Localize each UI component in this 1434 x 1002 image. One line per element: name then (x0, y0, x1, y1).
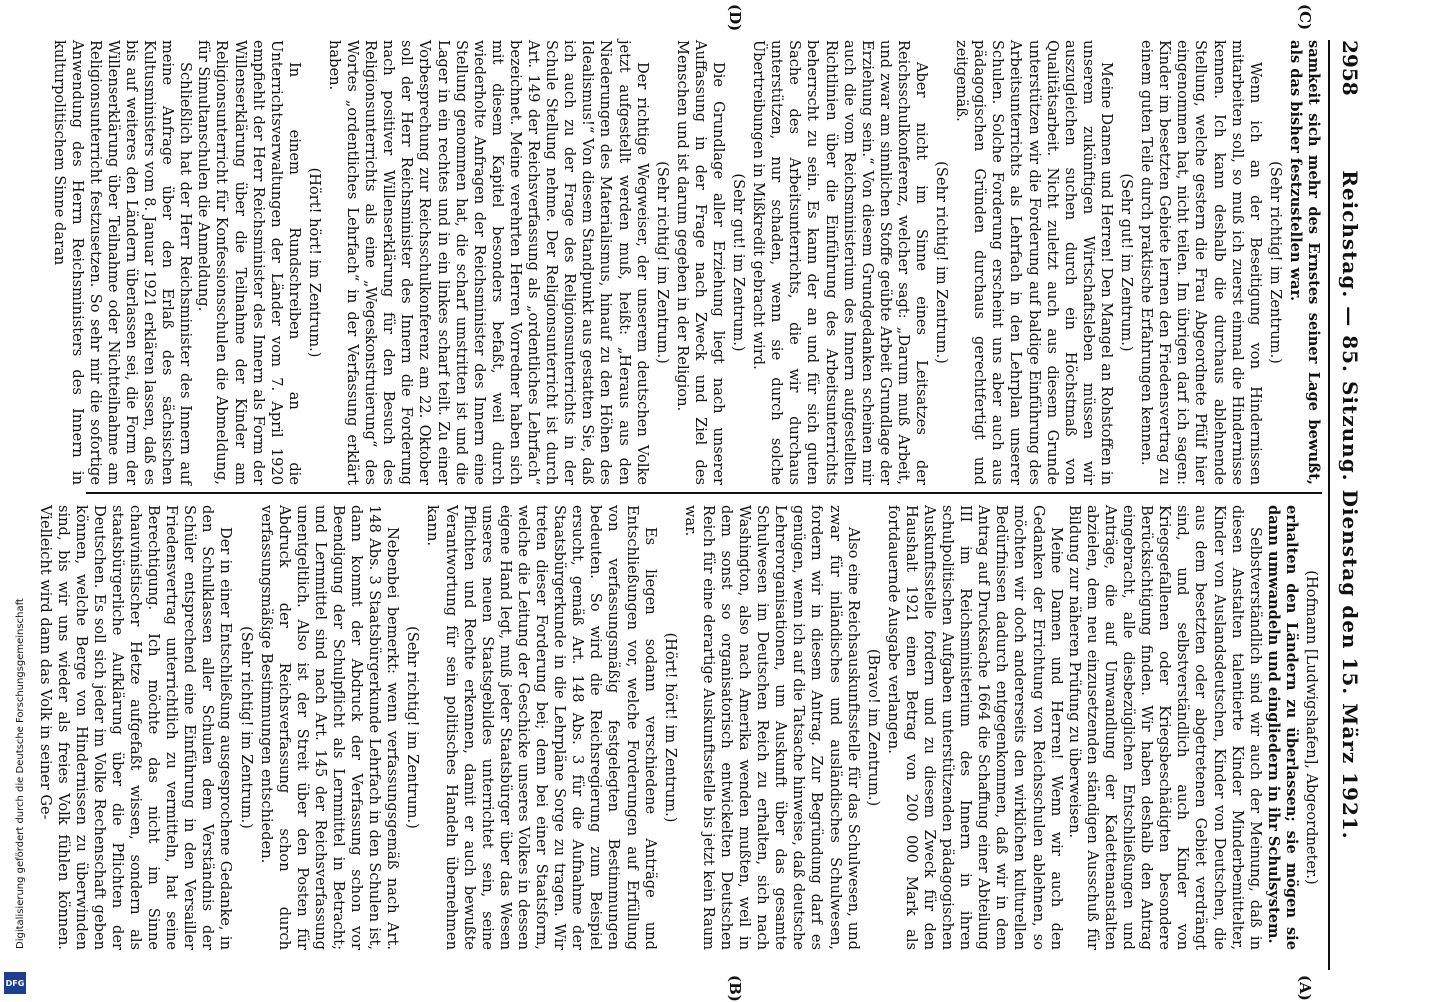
credit-text: Digitalisierung gefördert durch die Deutsche Forschungsgemeinschaft (15, 598, 26, 949)
interjection: (Sehr richtig! im Zentrum.) (404, 626, 422, 829)
document-page (36, 0, 1384, 1002)
text-column-right (36, 505, 1322, 950)
paragraph: Selbstverständlich sind wir auch der Meinung, daß in diesen Anstalten talentierte Kinder Minderbemittelter, Kinder von Auslandsdeutschen, Kinder von Deutschen, die aus dem besetzten oder abgetretenen Gebiet verdrängt sind, und selbstverständlich auch Kinder von Kriegsgefallenen oder Kriegsbeschädigten besondere Berücksichtigung finden. Wir haben deshalb den Antrag eingebracht, alle diesbezüglichen Entschließungen und Anträge, die auf Umwandlung der Kadettenanstalten abzielen, dem neu einzusetzenden ständigen Ausschuß für Bildung zur näheren Prüfung zu überweisen. (1065, 505, 1264, 950)
page-header (1328, 40, 1370, 970)
margin-marker-c: (C) (1296, 4, 1314, 31)
credit-strip (0, 0, 30, 1000)
paragraph: Meine Damen und Herren! Den Mangel an Rohstoffen in unserem zukünftigen Wirtschaftsleben müssen wir auszugleichen suchen durch ein Höchstmaß von Qualitätsarbeit. Nicht zuletzt auch aus diesem Grunde unterstützen wir die Forderung auf baldige Einführung des Arbeitsunterrichts als Lehrfach in den Lehrplan unserer Schulen. Solche Forderung erscheint uns aber auch aus pädagogischen Gründen durchaus gerechtfertigt und zeitgemäß. (953, 40, 1115, 485)
interjection: (Hört! hört! im Zentrum.) (305, 167, 323, 358)
paragraph: Aber nicht im Sinne eines Leitsatzes der Reichsschulkonferenz, welcher sagt: „Darum muß Arbeit, und zwar am sinnlichen Stoffe geübte Arbeit Grundlage der Erziehung sein.“ Von diesem Grundgedanken scheinen mir auch die vom Reichsministerium des Innern aufgestellten Richtlinien über die Einführung des Arbeitsunterrichts beherrscht zu sein. Es kann der an und für sich guten Sache des Arbeitsunterrichts, die wir durchaus unterstützen, nur schaden, wenn sie durch solche Übertreibungen in Mißkredit gebracht wird. (750, 40, 931, 485)
paragraph: Schließlich hat der Herr Reichsminister des Innern auf meine Anfrage über den Erlaß des sächsischen Kultusministers vom 8. Januar 1921 erklären lassen, daß es bis auf weiteres den Ländern überlassen sei, die Form der Willenserklärung über Teilnahme oder Nichtteilnahme am Religionsunterricht festzusetzen. So sehr mir die sofortige Anwendung des Herrn Reichsministers des Innern in kulturpolitischem Sinne daran (50, 40, 195, 485)
interjection: (Sehr richtig! im Zentrum.) (933, 161, 951, 364)
column-divider (86, 492, 1322, 494)
paragraph: erhalten den Ländern zu überlassen; sie mögen sie dann umwandeln und eingliedern in ihr Schulsystem. (1264, 505, 1300, 950)
paragraph: Der in einer Entschließung ausgesprochene Gedanke, in den Schulklassen aller Schulen dem Verständnis der Schüler entsprechend eine Einführung in den Versailler Friedensvertrag unterrichtlich zu vermitteln, hat seine Berechtigung. Ich möchte das nicht im Sinne chauvinistischer Hetze aufgefaßt wissen, sondern als staatsbürgerliche Aufklärung über die Pflichten der Deutschen. Es soll sich jeder im Volke Rechenschaft geben können, welche Berge von Hindernissen zu überwinden sind, bis wir uns wieder als freies Volk fühlen können. Vielleicht wird dann das Volk in seiner Ge- (36, 505, 235, 950)
text-column-left (50, 40, 1322, 485)
interjection: (Sehr richtig! im Zentrum.) (653, 161, 671, 364)
paragraph: Meine Damen und Herren! Wenn wir auch den Gedanken der Errichtung von Reichsschulen ablehnen, so möchten wir doch andererseits den wirklichen kulturellen Bedürfnissen dadurch entgegenkommen, daß wir in dem Antrag auf Drucksache 1664 die Schaffung einer Abteilung III im Reichsministerium des Innern in ihren schulpolitischen Aufgaben unterstützenden pädagogischen Auskunftsstelle fordern und zu diesem Zweck für den Haushalt 1921 einen Betrag von 200 000 Mark als fortdauernde Ausgabe verlangen. (884, 505, 1065, 950)
margin-marker-d: (D) (726, 4, 744, 32)
interjection: (Sehr gut! im Zentrum.) (1118, 173, 1136, 352)
paragraph: In einem Rundschreiben an die Unterrichtsverwaltungen der Länder vom 7. April 1920 empfiehlt der Herr Reichsminister des Innern als Form der Willenserklärung über die Teilnahme der Kinder am Religionsunterricht für Konfessionsschulen die Abmeldung, für Simultanschulen die Anmeldung. (195, 40, 303, 485)
page-title: Reichstag. — 85. Sitzung. Dienstag den 15. März 1921. (1338, 170, 1362, 840)
margin-marker-b: (B) (726, 975, 744, 1002)
paragraph: Nebenbei bemerkt: wenn verfassungsgemäß nach Art. 148 Abs. 3 Staatsbürgerkunde Lehrfach in den Schulen ist, dann kommt der Abdruck der Verfassung schon vor Beendigung der Schulpflicht als Lernmittel in Betracht; und Lernmittel sind nach Art. 145 der Reichsverfassung unentgeltlich. Also ist der Streit über den Posten für Abdruck der Reichsverfassung schon durch verfassungsmäßige Bestimmungen entschieden. (257, 505, 402, 950)
paragraph: Es liegen sodann verschiedene Anträge und Entschließungen vor, welche Forderungen auf Erfüllung von verfassungsmäßig festgelegten Bestimmungen bedeuten. So wird die Reichsregierung zum Beispiel ersucht, gemäß Art. 148 Abs. 3 für die Aufnahme der Staatsbürgerkunde in die Lehrpläne Sorge zu tragen. Wir treten dieser Forderung bei; denn bei einer Staatsform, welche die Leitung der Geschicke unseres Volkes in dessen eigene Hand legt, muß jeder Staatsbürger über das Wesen unseres neuen Staatsgebildes unterrichtet sein, seine Pflichten und Rechte erkennen, damit er auch bewußte Verantwortung für sein politisches Handeln übernehmen kann. (424, 505, 659, 950)
dfg-logo-icon: DFG (4, 972, 26, 994)
interjection: (Hofmann [Ludwigshafen], Abgeordneter.) (1303, 570, 1320, 885)
paragraph: Also eine Reichsauskunftsstelle für das Schulwesen, und zwar für inländisches und ausländisches Schulwesen, fordern wir in diesem Antrag. Zur Begründung darf es genügen, wenn ich auf die Tatsache hinweise, daß deutsche Lehrerorganisationen, um Auskunft über das gesamte Schulwesen im Deutschen Reich zu erhalten, sich nach Washington, also nach Amerika wenden mußten, weil in dem sonst so organisatorisch entwickelten Deutschen Reich für eine derartige Auskunftsstelle bis jetzt kein Raum war. (681, 505, 862, 950)
interjection: (Sehr richtig! im Zentrum.) (237, 626, 255, 829)
page-number: 2958 (1338, 40, 1362, 96)
paragraph: Wenn ich an der Beseitigung von Hindernissen mitarbeiten soll, so muß ich zuerst einmal die Hindernisse kennen. Ich kann deshalb die durchaus ablehnende Stellung, welche gestern die Frau Abgeordnete Pfülf hier eingenommen hat, nicht teilen. Im übrigen darf ich sagen: Kinder im besetzten Gebiete lernen den Friedensvertrag zu einem guten Teile durch praktische Erfahrungen kennen. (1138, 40, 1264, 485)
interjection: (Hört! hört! im Zentrum.) (661, 632, 679, 823)
paragraph: Die Grundlage aller Erziehung liegt nach unserer Auffassung in der Frage nach Zweck und Ziel des Menschen und ist darum gegeben in der Religion. (673, 40, 727, 485)
margin-marker-a: (A) (1296, 975, 1314, 1001)
interjection: (Sehr gut! im Zentrum.) (730, 173, 748, 352)
paragraph: samkeit sich mehr des Ernstes seiner Lage bewußt, als das bisher festzustellen war. (1286, 40, 1322, 485)
paragraph: Der richtige Wegweiser, der unserem deutschen Volke jetzt aufgestellt werden muß, heißt: „Heraus aus den Niederungen des Materialismus, hinauf zu den Höhen des Idealismus!“ Von diesem Standpunkt aus gestatten Sie, daß ich auch zu der Frage des Religionsunterrichts in der Schule Stellung nehme. Der Religionsunterricht ist durch Art. 149 der Reichsverfassung als „ordentliches Lehrfach“ bezeichnet. Meine verehrten Herren Vorredner haben sich mit diesem Kapitel besonders befaßt, weil durch wiederholte Anfragen der Reichsminister des Innern eine Stellung genommen hat, die scharf umstritten ist und die Lager in ein rechtes und in ein linkes scharf teilt. Zu einer Vorbesprechung zur Reichsschulkonferenz am 22. Oktober soll der Herr Reichsminister des Innern die Forderung nach positiver Willenserklärung für den Besuch des Religionsunterrichts als eine „Wegeskonstruierung“ des Wortes „ordentliches Lehrfach“ in der Verfassung erklärt haben. (326, 40, 651, 485)
interjection: (Bravo! im Zentrum.) (864, 648, 882, 807)
interjection: (Sehr richtig! im Zentrum.) (1266, 161, 1284, 364)
